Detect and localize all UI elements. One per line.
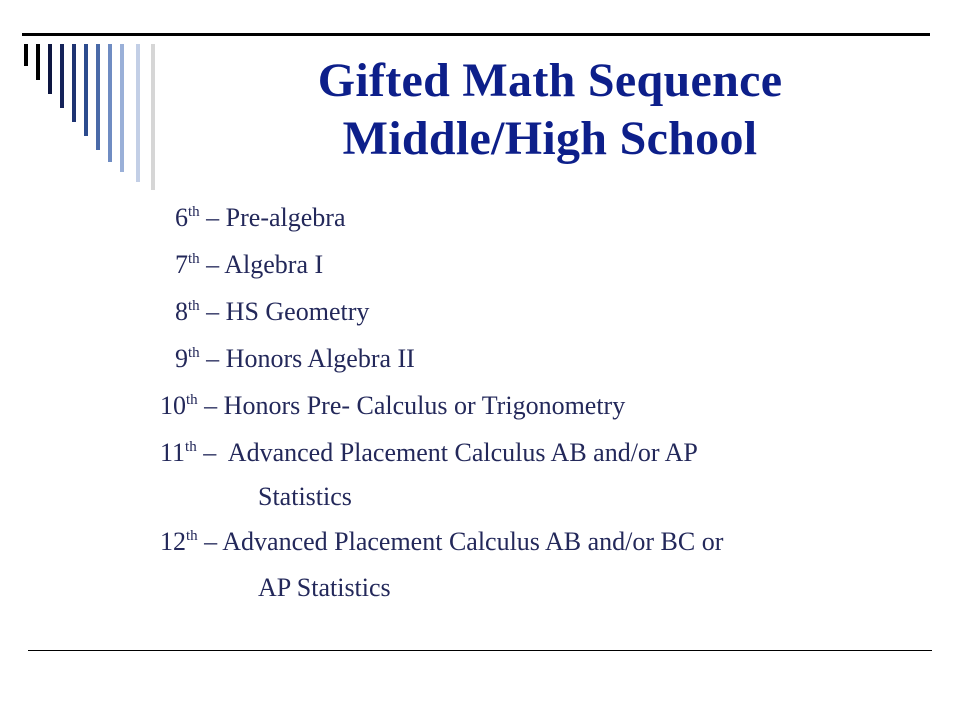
grade-suffix: th — [185, 439, 197, 455]
grade-number: 8 — [175, 297, 188, 326]
title-line-1: Gifted Math Sequence — [317, 54, 783, 107]
sequence-item-8 — [175, 296, 369, 328]
separator: – — [199, 203, 226, 232]
separator: – — [197, 391, 224, 420]
course-name: Advanced Placement Calculus AB and/or BC or — [222, 527, 724, 556]
course-name-continued: Statistics — [258, 482, 352, 511]
separator: – — [197, 527, 223, 556]
grade-number: 10 — [160, 391, 186, 420]
grade-number: 6 — [175, 203, 188, 232]
separator: – — [199, 297, 226, 326]
grade-number: 11 — [160, 438, 186, 467]
sequence-item-9 — [175, 343, 415, 375]
sequence-item-12-continuation — [258, 572, 391, 604]
course-name-continued: AP Statistics — [258, 573, 391, 602]
grade-suffix: th — [188, 345, 200, 361]
sequence-item-12 — [160, 526, 723, 558]
title-line-2: Middle/High School — [342, 112, 758, 165]
sequence-item-11 — [160, 437, 698, 469]
sequence-item-10 — [160, 390, 625, 422]
course-name: Pre-algebra — [225, 203, 346, 232]
grade-suffix: th — [188, 251, 200, 267]
grade-suffix: th — [186, 528, 198, 544]
separator: – — [199, 250, 225, 279]
sequence-item-11-continuation — [258, 481, 352, 513]
grade-suffix: th — [186, 392, 198, 408]
sequence-item-6 — [175, 202, 346, 234]
course-name: Honors Pre- Calculus or Trigonometry — [223, 391, 626, 420]
grade-number: 12 — [160, 527, 186, 556]
course-name: Algebra I — [224, 250, 324, 279]
separator: – — [199, 344, 226, 373]
bottom-rule — [28, 650, 932, 651]
separator: – — [196, 438, 228, 467]
grade-number: 7 — [175, 250, 188, 279]
grade-suffix: th — [188, 204, 200, 220]
sequence-item-7 — [175, 249, 323, 281]
grade-number: 9 — [175, 344, 188, 373]
course-name: HS Geometry — [225, 297, 370, 326]
course-name: Advanced Placement Calculus AB and/or AP — [227, 438, 698, 467]
course-name: Honors Algebra II — [225, 344, 415, 373]
grade-suffix: th — [188, 298, 200, 314]
